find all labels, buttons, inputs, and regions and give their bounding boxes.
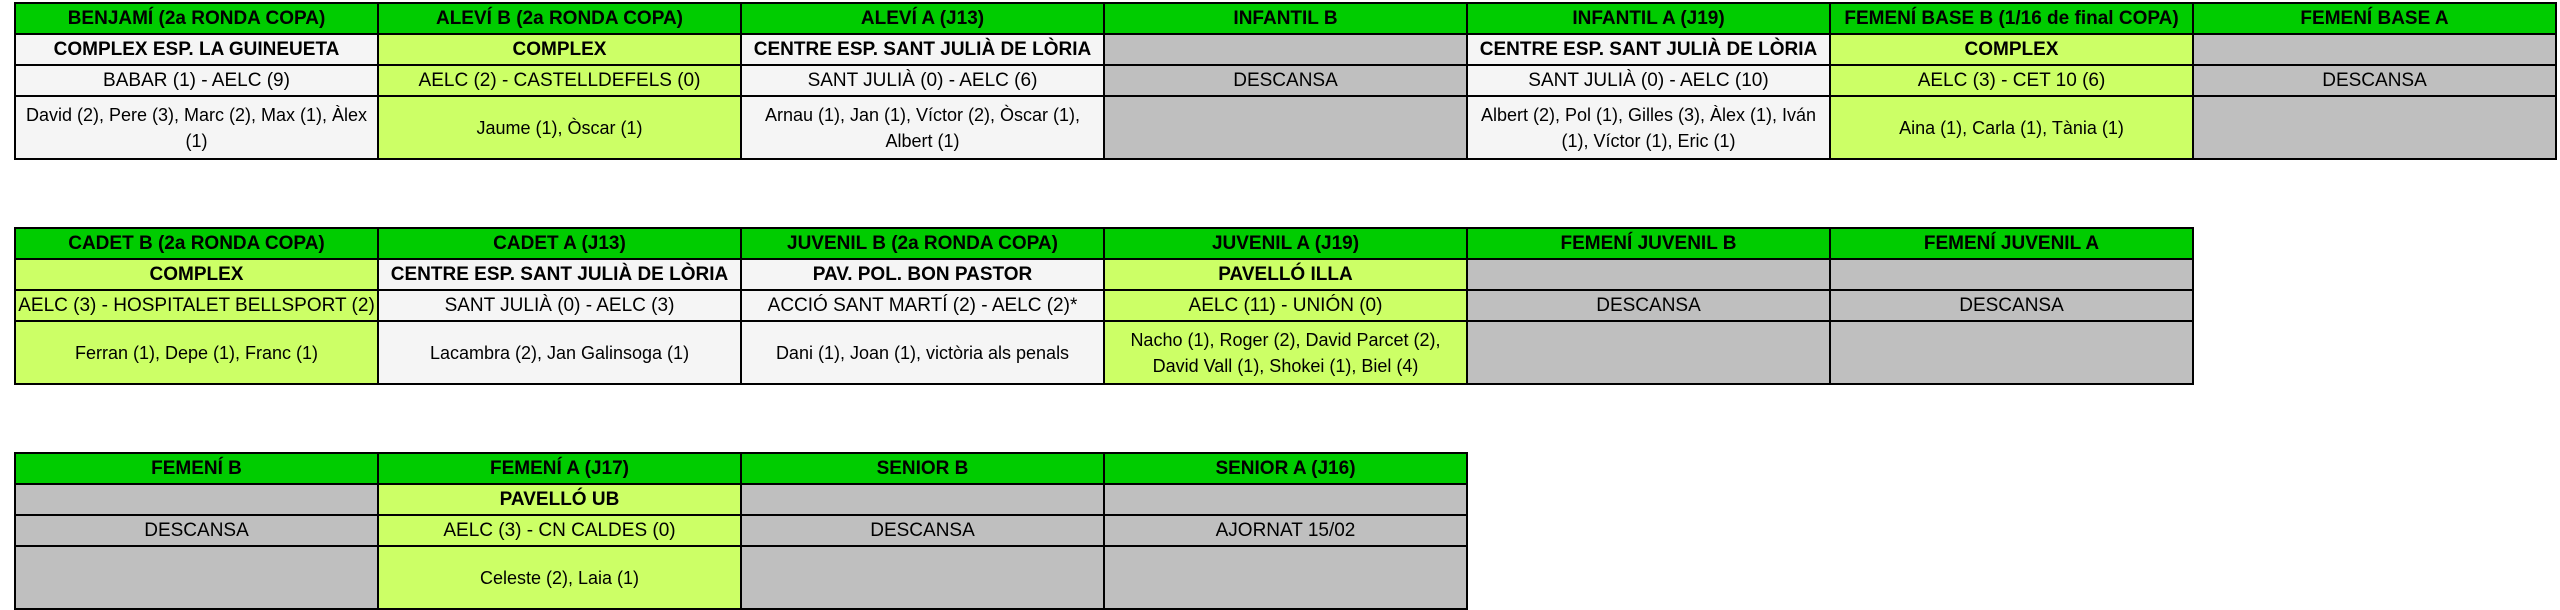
team-column (16, 229, 377, 383)
team-column (379, 454, 740, 608)
team-header: SENIOR B (742, 454, 1103, 483)
team-column (16, 4, 377, 158)
scorers-cell (1831, 322, 2192, 383)
scorers-cell (2194, 97, 2555, 158)
result-cell: AELC (3) - CET 10 (6) (1831, 66, 2192, 95)
venue-cell: COMPLEX (1831, 35, 2192, 64)
venue-cell (742, 485, 1103, 514)
team-header: JUVENIL B (2a RONDA COPA) (742, 229, 1103, 258)
team-column (742, 454, 1103, 608)
team-column (1831, 229, 2192, 383)
team-header: FEMENÍ A (J17) (379, 454, 740, 483)
result-cell: ACCIÓ SANT MARTÍ (2) - AELC (2)* (742, 291, 1103, 320)
team-header: BENJAMÍ (2a RONDA COPA) (16, 4, 377, 33)
venue-cell: COMPLEX (379, 35, 740, 64)
team-header: FEMENÍ B (16, 454, 377, 483)
venue-cell: COMPLEX ESP. LA GUINEUETA (16, 35, 377, 64)
venue-cell: PAV. POL. BON PASTOR (742, 260, 1103, 289)
team-column (742, 4, 1103, 158)
result-cell: DESCANSA (1831, 291, 2192, 320)
result-cell: SANT JULIÀ (0) - AELC (6) (742, 66, 1103, 95)
team-header: CADET A (J13) (379, 229, 740, 258)
venue-cell (1468, 260, 1829, 289)
result-cell: DESCANSA (16, 516, 377, 545)
venue-cell (1105, 485, 1466, 514)
scorers-cell (1468, 322, 1829, 383)
team-column (742, 229, 1103, 383)
result-cell: AELC (3) - HOSPITALET BELLSPORT (2) (16, 291, 377, 320)
team-column (1105, 454, 1466, 608)
venue-cell: COMPLEX (16, 260, 377, 289)
result-cell: BABAR (1) - AELC (9) (16, 66, 377, 95)
scorers-cell: Celeste (2), Laia (1) (379, 547, 740, 608)
venue-cell: CENTRE ESP. SANT JULIÀ DE LÒRIA (1468, 35, 1829, 64)
scorers-cell: Jaume (1), Òscar (1) (379, 97, 740, 158)
scorers-cell (1105, 97, 1466, 158)
team-column (16, 454, 377, 608)
team-header: FEMENÍ JUVENIL B (1468, 229, 1829, 258)
scorers-cell (16, 547, 377, 608)
venue-cell: PAVELLÓ ILLA (1105, 260, 1466, 289)
results-block-1 (14, 2, 2557, 160)
team-column (1105, 229, 1466, 383)
venue-cell (1105, 35, 1466, 64)
results-block-3 (14, 452, 1468, 610)
scorers-cell (742, 547, 1103, 608)
scorers-cell: Ferran (1), Depe (1), Franc (1) (16, 322, 377, 383)
scorers-cell: Aina (1), Carla (1), Tània (1) (1831, 97, 2192, 158)
venue-cell (2194, 35, 2555, 64)
team-column (1468, 4, 1829, 158)
team-header: ALEVÍ A (J13) (742, 4, 1103, 33)
team-header: INFANTIL A (J19) (1468, 4, 1829, 33)
scorers-cell: Arnau (1), Jan (1), Víctor (2), Òscar (1), Albert (1) (742, 97, 1103, 158)
team-header: FEMENÍ JUVENIL A (1831, 229, 2192, 258)
result-cell: DESCANSA (1105, 66, 1466, 95)
team-header: ALEVÍ B (2a RONDA COPA) (379, 4, 740, 33)
scorers-cell: David (2), Pere (3), Marc (2), Max (1), Àlex (1) (16, 97, 377, 158)
results-block-2 (14, 227, 2194, 385)
venue-cell (16, 485, 377, 514)
scorers-cell: Nacho (1), Roger (2), David Parcet (2), David Vall (1), Shokei (1), Biel (4) (1105, 322, 1466, 383)
venue-cell: CENTRE ESP. SANT JULIÀ DE LÒRIA (742, 35, 1103, 64)
team-header: FEMENÍ BASE A (2194, 4, 2555, 33)
venue-cell (1831, 260, 2192, 289)
result-cell: DESCANSA (742, 516, 1103, 545)
team-column (1105, 4, 1466, 158)
team-column (379, 229, 740, 383)
result-cell: DESCANSA (1468, 291, 1829, 320)
result-cell: AELC (3) - CN CALDES (0) (379, 516, 740, 545)
team-column (1468, 229, 1829, 383)
result-cell: SANT JULIÀ (0) - AELC (10) (1468, 66, 1829, 95)
team-column (1831, 4, 2192, 158)
venue-cell: CENTRE ESP. SANT JULIÀ DE LÒRIA (379, 260, 740, 289)
scorers-cell (1105, 547, 1466, 608)
result-cell: DESCANSA (2194, 66, 2555, 95)
result-cell: AELC (11) - UNIÓN (0) (1105, 291, 1466, 320)
venue-cell: PAVELLÓ UB (379, 485, 740, 514)
result-cell: AELC (2) - CASTELLDEFELS (0) (379, 66, 740, 95)
result-cell: AJORNAT 15/02 (1105, 516, 1466, 545)
team-header: CADET B (2a RONDA COPA) (16, 229, 377, 258)
team-header: FEMENÍ BASE B (1/16 de final COPA) (1831, 4, 2192, 33)
scorers-cell: Albert (2), Pol (1), Gilles (3), Àlex (1), Iván (1), Víctor (1), Eric (1) (1468, 97, 1829, 158)
team-column (2194, 4, 2555, 158)
scorers-cell: Lacambra (2), Jan Galinsoga (1) (379, 322, 740, 383)
team-header: SENIOR A (J16) (1105, 454, 1466, 483)
scorers-cell: Dani (1), Joan (1), victòria als penals (742, 322, 1103, 383)
team-header: JUVENIL A (J19) (1105, 229, 1466, 258)
result-cell: SANT JULIÀ (0) - AELC (3) (379, 291, 740, 320)
team-header: INFANTIL B (1105, 4, 1466, 33)
team-column (379, 4, 740, 158)
